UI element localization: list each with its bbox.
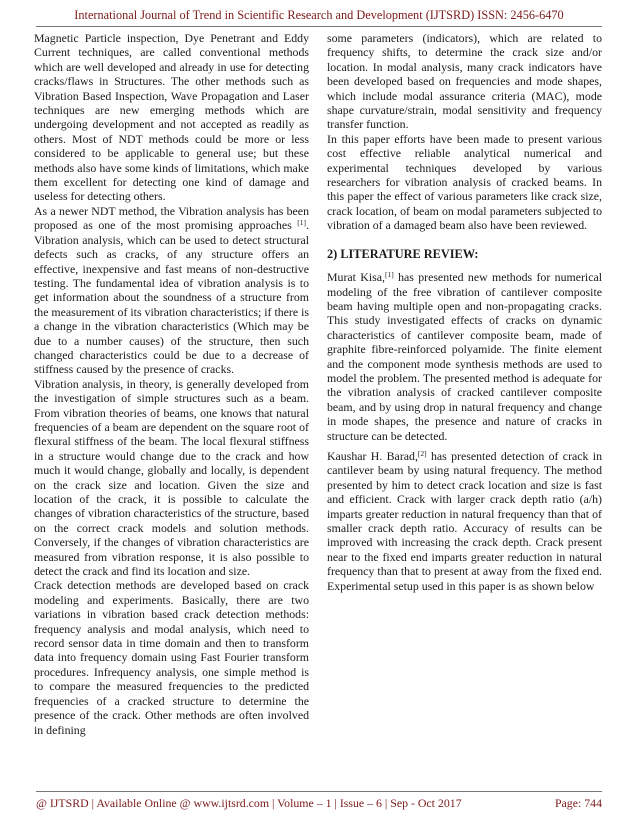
- author-name: Murat Kisa,: [327, 270, 385, 285]
- footer-info: @ IJTSRD | Available Online @ www.ijtsrd.com | Volume – 1 | Issue – 6 | Sep - Oct 2017: [36, 796, 462, 810]
- right-paragraph-2: In this paper efforts have been made to present various cost effective reliable analytical numerical and experimental techniques developed by various researchers for vibration analysis of cracked beams. In this paper the effect of various parameters like crack size, crack location, of beam on modal parameters subjected to vibration of a damaged beam also have been reviewed.: [327, 131, 602, 233]
- left-paragraph-2: [34, 204, 309, 377]
- citation-ref: [1]: [384, 270, 394, 280]
- right-paragraph-4-text: has presented detection of crack in cantilever beam by using natural frequency. The method presented by him to detect crack location and size is fast and efficient. Crack with larger crack depth ratio (a/h) imparts greater reduction in natural frequency than that of smaller crack depth ratio. Accuracy of results can be improved with increasing the crack depth. Crack present near to the fixed end imparts greater reduction in natural frequency than that to present at away from the fixed end. Experimental setup used in this paper is as shown below: [327, 448, 602, 593]
- journal-header: International Journal of Trend in Scientific Research and Development (IJTSRD) ISSN: 2456-6470: [74, 8, 564, 22]
- left-paragraph-3: Vibration analysis, in theory, is generally developed from the investigation of simple structures such as a beam. From vibration theories of beams, one knows that natural frequencies of a beam are dependent on the square root of flexural stiffness of the beam. The local flexural stiffness in a structure would change due to the crack and how much it would change, globally and locally, is dependent on the crack size and location. Given the size and location of the crack, it is possible to calculate the changes of vibration characteristics of the structure, based on the correct crack models and solution methods. Conversely, if the changes of vibration characteristics are measured from vibration response, it is also possible to detect the crack and find its location and size.: [34, 376, 309, 579]
- left-column: [34, 31, 309, 737]
- right-paragraph-1: some parameters (indicators), which are related to frequency shifts, to determine the crack size and/or location. In modal analysis, many crack indicators have been developed based on frequencies and mode shapes, which include modal assurance criteria (MAC), mode shape curvature/strain, modal sensitivity and frequency transfer function.: [327, 31, 602, 132]
- right-paragraph-3: [327, 270, 602, 443]
- citation-ref: [2]: [417, 448, 427, 458]
- right-paragraph-3-text: has presented new methods for numerical modeling of the free vibration of cantilever composite beam having multiple open and non-propagating cracks. This study investigated effects of cracks on dynamic characteristics of cantilever composite beam, made of graphite fibre-reinforced polyamide. The finite element and the component mode synthesis methods are used to model the problem. The presented method is adequate for the vibration analysis of cracked cantilever composite beam, and by using drop in natural frequency and change in mode shapes, the presence and nature of cracks in structure can be detected.: [327, 270, 602, 443]
- author-name: Kaushar H. Barad,: [327, 448, 418, 463]
- left-paragraph-4: Crack detection methods are developed based on crack modeling and experiments. Basically, there are two variations in vibration based crack detection methods: frequency analysis and modal analysis, which need to record sensor data in time domain and then to transform data into frequency domain using Fast Fourier transform procedures. Infrequency analysis, one simple method is to compare the measured frequencies to the predicted frequencies of a cracked structure to determine the presence of the crack. Other methods are often involved in defining: [34, 578, 309, 737]
- left-paragraph-1: Magnetic Particle inspection, Dye Penetrant and Eddy Current techniques, are called conventional methods which are well developed and already in use for detecting cracks/flaws in Structures. The other methods such as Vibration Based Inspection, Wave Propagation and Laser techniques are new emerging methods which are undergoing development and not accepted as readily as others. Most of NDT methods could be more or less considered to be applicable to general use; but these methods also have some kinds of limitations, which make them excellent for detecting one kind of damage and useless for detecting others.: [34, 31, 309, 204]
- section-heading: 2) LITERATURE REVIEW:: [327, 246, 479, 261]
- left-paragraph-2-text-a: As a newer NDT method, the Vibration analysis has been proposed as one of the most promising approaches: [34, 203, 309, 233]
- right-column: [327, 31, 602, 593]
- page-number: Page: 744: [554, 796, 602, 810]
- citation-ref: [1]: [297, 218, 307, 228]
- left-paragraph-2-text-b: . Vibration analysis, which can be used to detect structural defects such as cracks, of any structure offers an effective, inexpensive and fast means of non-destructive testing. The fundamental idea of vibration analysis is to get information about the soundness of a structure from the measurement of its vibration characteristics; if there is a change in the vibration characteristics (Which may be due to a number causes) of the structure, then such changed characteristics could be due to a decrease of stiffness caused by the presence of cracks.: [34, 218, 309, 377]
- footer-rule: [36, 791, 602, 792]
- right-paragraph-4: [327, 449, 602, 593]
- header-rule: [36, 26, 602, 27]
